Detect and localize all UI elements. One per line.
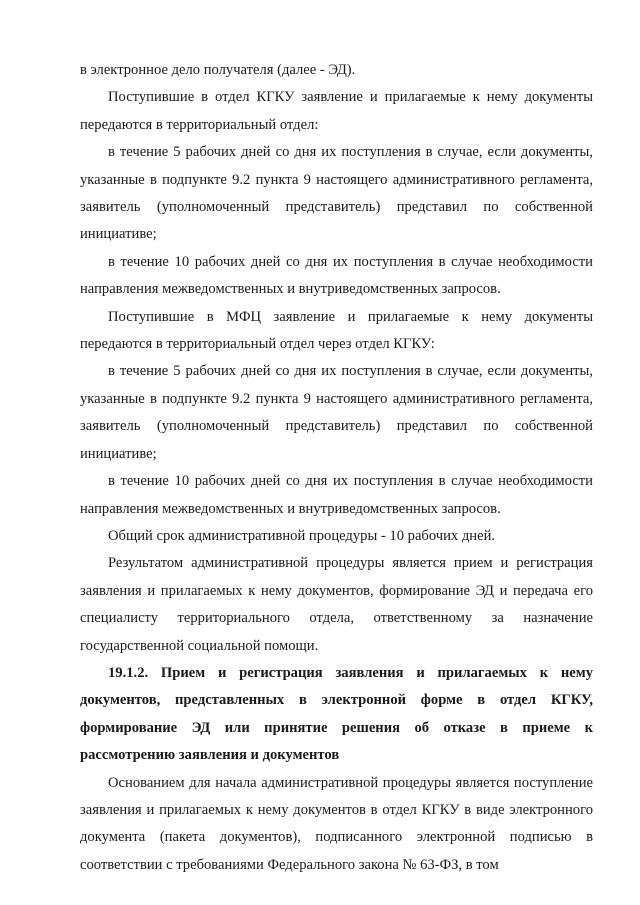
document-page <box>80 57 593 879</box>
paragraph-mfc-5-days: в течение 5 рабочих дней со дня их поступления в случае, если документы, указанные в подпункте 9.2 пункта 9 настоящего административного регламента, заявитель (уполномоченный представитель) представил по собственной инициативе; <box>80 363 593 462</box>
paragraph-kgku-transfer: Поступившие в отдел КГКУ заявление и прилагаемые к нему документы передаются в территориальный отдел: <box>80 89 593 133</box>
paragraph-total-term: Общий срок административной процедуры - 10 рабочих дней. <box>108 527 496 544</box>
paragraph-grounds: Основанием для начала административной процедуры является поступление заявления и прилагаемых к нему документов в отдел КГКУ в виде электронного документа (пакета документов), подписанного электронной подписью в соответствии с требованиями Федерального закона № 63-ФЗ, в том <box>80 774 593 873</box>
paragraph-mfc-transfer: Поступившие в МФЦ заявление и прилагаемые к нему документы передаются в территориальный отдел через отдел КГКУ: <box>80 308 593 353</box>
paragraph-result: Результатом административной процедуры является прием и регистрация заявления и прилагаемых к нему документов, формирование ЭД и передача его специалисту территориального отдела, ответственному за назначение государственной социальной помощи. <box>80 555 593 654</box>
paragraph-ed-intro: в электронное дело получателя (далее - ЭД). <box>80 62 356 78</box>
paragraph-kgku-5-days: в течение 5 рабочих дней со дня их поступления в случае, если документы, указанные в подпункте 9.2 пункта 9 настоящего административного регламента, заявитель (уполномоченный представитель) представил по собственной инициативе; <box>80 144 593 243</box>
section-heading-19-1-2: 19.1.2. Прием и регистрация заявления и прилагаемых к нему документов, представленных в электронной форме в отдел КГКУ, формирование ЭД или принятие решения об отказе в приеме к рассмотрению заявления и документов <box>80 664 593 764</box>
paragraph-mfc-10-days: в течение 10 рабочих дней со дня их поступления в случае необходимости направления межведомственных и внутриведомственных запросов. <box>80 473 593 517</box>
paragraph-kgku-10-days: в течение 10 рабочих дней со дня их поступления в случае необходимости направления межведомственных и внутриведомственных запросов. <box>80 253 593 298</box>
